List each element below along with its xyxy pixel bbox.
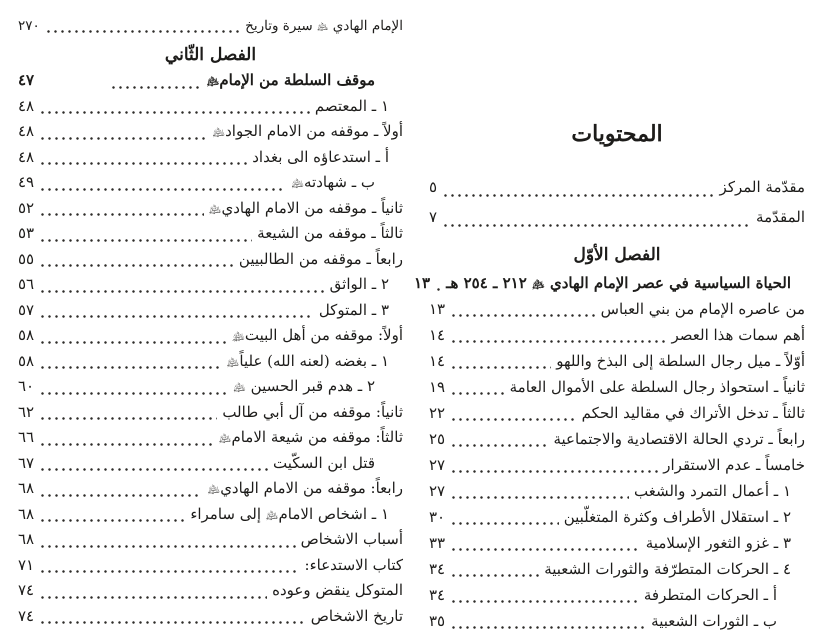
toc-entry bbox=[18, 298, 403, 324]
toc-entry-page-number: ٥٨ bbox=[18, 326, 35, 344]
toc-entry bbox=[429, 478, 805, 504]
toc-entry-page-number: ٤٧ bbox=[18, 71, 35, 89]
toc-entry-page-number: ٥٣ bbox=[18, 224, 35, 242]
dot-leader bbox=[39, 538, 295, 553]
toc-entry-label: المقدّمة bbox=[756, 208, 805, 226]
dot-leader bbox=[450, 463, 658, 478]
honorific-symbol: ﵇ bbox=[208, 204, 222, 216]
toc-entry bbox=[18, 349, 403, 375]
honorific-symbol: ﵇ bbox=[317, 23, 329, 33]
toc-entry-label: رابعاً ـ تردي الحالة الاقتصادية والاجتماعية bbox=[553, 430, 805, 448]
toc-entry-label: رابعاً: موقفه من الامام الهادي﵇ bbox=[207, 479, 403, 497]
toc-entry-page-number: ٢٧ bbox=[429, 482, 446, 500]
toc-entry bbox=[429, 172, 805, 202]
toc-entry-label: من عاصره الإمام من بني العباس bbox=[600, 300, 805, 318]
toc-entry-label: كتاب الاستدعاء: bbox=[304, 555, 403, 574]
toc-entry bbox=[18, 221, 403, 247]
dot-leader bbox=[39, 436, 214, 451]
chapter-two-heading: الفصل الثّاني bbox=[164, 45, 257, 65]
toc-entry-label: ١ ـ أعمال التمرد والشغب bbox=[633, 482, 791, 500]
toc-entry-page-number: ٧١ bbox=[18, 555, 35, 574]
dot-leader bbox=[450, 411, 577, 426]
toc-entry-label: ثالثاً: موقفه من شيعة الامام﵇ bbox=[218, 428, 403, 446]
toc-entry bbox=[18, 553, 403, 579]
toc-entry-label: ١ ـ بغضه (لعنه الله) علياً﵇ bbox=[226, 351, 389, 370]
honorific-symbol: ﵇ bbox=[226, 357, 240, 369]
toc-entry-page-number: ٤٩ bbox=[18, 173, 35, 191]
dot-leader bbox=[39, 359, 222, 374]
toc-entry bbox=[18, 527, 403, 553]
toc-list-intro bbox=[429, 172, 805, 232]
toc-entry bbox=[18, 476, 403, 502]
toc-entry-page-number: ١٤ bbox=[429, 326, 446, 344]
toc-entry-page-number: ٥٧ bbox=[18, 300, 35, 319]
dot-leader bbox=[442, 217, 751, 232]
toc-entry bbox=[429, 504, 805, 530]
dot-leader bbox=[39, 181, 286, 196]
dot-leader bbox=[39, 614, 306, 629]
dot-leader bbox=[39, 155, 247, 170]
toc-entry bbox=[429, 530, 805, 556]
dot-leader bbox=[450, 593, 639, 608]
toc-entry-label: ب ـ الثورات الشعبية bbox=[651, 612, 777, 630]
toc-entry-page-number: ٥ bbox=[429, 178, 438, 196]
toc-entry-label: أوّلاً ـ ميل رجال السلطة إلى البذخ واللهو bbox=[556, 352, 805, 370]
toc-title: المحتويات bbox=[571, 121, 663, 147]
toc-entry-page-number: ٦٨ bbox=[18, 479, 35, 497]
toc-entry-label: ثالثاً ـ تدخل الأتراك في مقاليد الحكم bbox=[581, 404, 805, 422]
honorific-symbol: ﵇ bbox=[206, 77, 220, 88]
toc-entry bbox=[18, 170, 403, 196]
toc-entry-label: مقدّمة المركز bbox=[719, 178, 805, 196]
toc-entry bbox=[18, 374, 403, 400]
dot-leader bbox=[450, 515, 559, 530]
toc-entry bbox=[429, 348, 805, 374]
toc-entry-label: ٢ ـ الواثق bbox=[329, 275, 389, 293]
honorific-symbol: ﵇ bbox=[233, 383, 246, 394]
toc-entry-page-number: ٤٨ bbox=[18, 147, 35, 166]
dot-leader bbox=[435, 281, 441, 296]
toc-entry-page-number: ٣٥ bbox=[429, 612, 446, 630]
toc-entry-label: ٢ ـ هدم قبر الحسين ﵇ bbox=[233, 377, 375, 395]
dot-leader bbox=[39, 512, 185, 527]
toc-entry bbox=[18, 400, 403, 426]
dot-leader bbox=[450, 437, 548, 452]
dot-leader bbox=[450, 359, 551, 374]
toc-entry-page-number: ٥٦ bbox=[18, 275, 35, 293]
running-header-page-number: ٢٧٠ bbox=[18, 18, 40, 34]
toc-entry bbox=[18, 94, 403, 120]
toc-entry-page-number: ٥٥ bbox=[18, 249, 35, 268]
honorific-symbol: ﵈ bbox=[231, 332, 245, 343]
toc-entry-label: أولاً: موقفه من أهل البيت﵈ bbox=[231, 326, 403, 344]
toc-entry-page-number: ٦٨ bbox=[18, 504, 35, 523]
toc-entry-label: ٣ ـ المتوكل bbox=[318, 300, 389, 319]
toc-entry-page-number: ٥٨ bbox=[18, 351, 35, 370]
toc-entry-label: ثانياً: موقفه من آل أبي طالب bbox=[222, 402, 403, 421]
dot-leader bbox=[39, 334, 226, 349]
dot-leader bbox=[39, 206, 204, 221]
toc-entry-page-number: ١٣ bbox=[429, 300, 446, 318]
toc-entry-page-number: ١٩ bbox=[429, 378, 446, 396]
toc-entry-page-number: ٤٨ bbox=[18, 96, 35, 115]
toc-entry bbox=[18, 604, 403, 630]
toc-entry-page-number: ٢٢ bbox=[429, 404, 446, 422]
honorific-symbol: ﵇ bbox=[291, 179, 304, 190]
toc-entry-label: أ ـ استدعاؤه الى بغداد bbox=[252, 147, 389, 166]
toc-entry bbox=[18, 578, 403, 604]
toc-entry bbox=[18, 119, 403, 145]
toc-entry bbox=[429, 426, 805, 452]
dot-leader bbox=[450, 385, 505, 400]
toc-entry-page-number: ٧٤ bbox=[18, 606, 35, 625]
toc-entry-label: ٤ ـ الحركات المتطرّفة والثورات الشعبية bbox=[544, 560, 791, 578]
toc-entry-page-number: ٦٠ bbox=[18, 377, 35, 395]
dot-leader bbox=[39, 283, 325, 298]
dot-leader bbox=[39, 104, 310, 119]
toc-entry-label: ١ ـ المعتصم bbox=[314, 96, 389, 115]
toc-entry-label: أهم سمات هذا العصر bbox=[671, 326, 805, 344]
toc-entry-page-number: ٣٤ bbox=[429, 586, 446, 604]
toc-entry-page-number: ٦٨ bbox=[18, 530, 35, 548]
toc-entry bbox=[18, 68, 403, 94]
dot-leader bbox=[39, 487, 202, 502]
toc-list-chapter-one bbox=[413, 270, 805, 634]
toc-entry-label: أولاً ـ موقفه من الامام الجواد﵇ bbox=[212, 122, 403, 140]
toc-entry-page-number: ٦٧ bbox=[18, 453, 35, 472]
toc-entry-page-number: ٣٤ bbox=[429, 560, 446, 578]
toc-list-chapter-two bbox=[18, 68, 403, 629]
dot-leader bbox=[450, 307, 596, 322]
toc-entry bbox=[429, 452, 805, 478]
toc-entry-label: موقف السلطة من الإمام﵇ bbox=[206, 71, 375, 89]
toc-entry-label: المتوكل ينقض وعوده bbox=[272, 581, 403, 599]
toc-entry-label: قتل ابن السكّيت bbox=[272, 453, 375, 472]
toc-entry bbox=[18, 196, 403, 222]
toc-entry-page-number: ٤٨ bbox=[18, 122, 35, 140]
toc-entry bbox=[413, 270, 805, 296]
dot-leader bbox=[39, 130, 207, 145]
toc-entry bbox=[429, 556, 805, 582]
toc-entry-label: ١ ـ اشخاص الامام﵇ إلى سامراء bbox=[190, 504, 389, 523]
toc-entry-label: خامساً ـ عدم الاستقرار bbox=[663, 456, 805, 474]
toc-entry-page-number: ١٤ bbox=[429, 352, 446, 370]
dot-leader bbox=[39, 257, 234, 272]
toc-entry bbox=[18, 272, 403, 298]
toc-entry bbox=[18, 247, 403, 273]
chapter-one-heading: الفصل الأوّل bbox=[573, 245, 661, 265]
toc-entry bbox=[429, 582, 805, 608]
dot-leader bbox=[450, 619, 646, 634]
toc-entry-label: رابعاً ـ موقفه من الطالبيين bbox=[238, 249, 403, 268]
honorific-symbol: ﵇ bbox=[532, 280, 545, 291]
toc-entry-page-number: ٢٥ bbox=[429, 430, 446, 448]
honorific-symbol: ﵇ bbox=[207, 485, 221, 496]
toc-entry bbox=[429, 608, 805, 634]
honorific-symbol: ﵇ bbox=[265, 510, 279, 522]
toc-entry-page-number: ٢٧ bbox=[429, 456, 446, 474]
dot-leader bbox=[442, 187, 714, 202]
toc-entry bbox=[18, 323, 403, 349]
toc-entry bbox=[18, 425, 403, 451]
dot-leader bbox=[39, 308, 314, 323]
toc-entry-label: الحياة السياسية في عصر الإمام الهادي ﵇ ٢١٢ ـ ٢٥٤ هـ bbox=[446, 274, 791, 292]
dot-leader bbox=[39, 232, 252, 247]
toc-entry-label: ثانياً ـ استحواذ رجال السلطة على الأموال العامة bbox=[509, 378, 805, 396]
dot-leader bbox=[39, 385, 228, 400]
toc-entry-page-number: ١٣ bbox=[413, 274, 431, 292]
toc-entry bbox=[18, 502, 403, 528]
toc-entry-page-number: ٦٢ bbox=[18, 402, 35, 421]
running-header-book-title: الإمام الهادي ﵇ سيرة وتاريخ bbox=[245, 18, 403, 34]
toc-entry bbox=[429, 322, 805, 348]
toc-entry-label: أ ـ الحركات المتطرفة bbox=[643, 586, 777, 604]
toc-entry-page-number: ٥٢ bbox=[18, 198, 35, 217]
toc-entry-page-number: ٧٤ bbox=[18, 581, 35, 599]
dot-leader bbox=[45, 25, 240, 39]
dot-leader bbox=[450, 333, 666, 348]
dot-leader bbox=[39, 410, 217, 425]
toc-entry-page-number: ٣٠ bbox=[429, 508, 446, 526]
toc-entry-label: ٣ ـ غزو الثغور الإسلامية bbox=[645, 534, 791, 552]
toc-entry-label: تاريخ الاشخاص bbox=[310, 606, 403, 625]
toc-entry-label: ثالثاً ـ موقفه من الشيعة bbox=[257, 224, 403, 242]
dot-leader bbox=[450, 567, 539, 582]
toc-entry bbox=[18, 145, 403, 171]
dot-leader bbox=[450, 489, 629, 504]
toc-entry-page-number: ٦٦ bbox=[18, 428, 35, 446]
dot-leader bbox=[110, 79, 202, 94]
toc-entry bbox=[429, 202, 805, 232]
toc-entry bbox=[18, 451, 403, 477]
toc-entry-label: ثانياً ـ موقفه من الامام الهادي﵇ bbox=[208, 198, 403, 217]
dot-leader bbox=[39, 589, 267, 604]
toc-entry-label: أسباب الاشخاص bbox=[300, 530, 403, 548]
toc-page-right bbox=[411, 0, 822, 639]
toc-entry bbox=[429, 400, 805, 426]
running-header bbox=[18, 14, 403, 38]
honorific-symbol: ﵇ bbox=[218, 434, 232, 445]
dot-leader bbox=[39, 461, 268, 476]
dot-leader bbox=[39, 563, 299, 578]
toc-entry bbox=[429, 374, 805, 400]
toc-entry-label: ب ـ شهادته﵇ bbox=[291, 173, 375, 191]
toc-entry bbox=[429, 296, 805, 322]
toc-entry-page-number: ٣٣ bbox=[429, 534, 446, 552]
toc-entry-label: ٢ ـ استقلال الأطراف وكثرة المتغلّبين bbox=[563, 508, 791, 526]
honorific-symbol: ﵇ bbox=[212, 128, 226, 139]
dot-leader bbox=[450, 541, 641, 556]
toc-entry-page-number: ٧ bbox=[429, 208, 438, 226]
